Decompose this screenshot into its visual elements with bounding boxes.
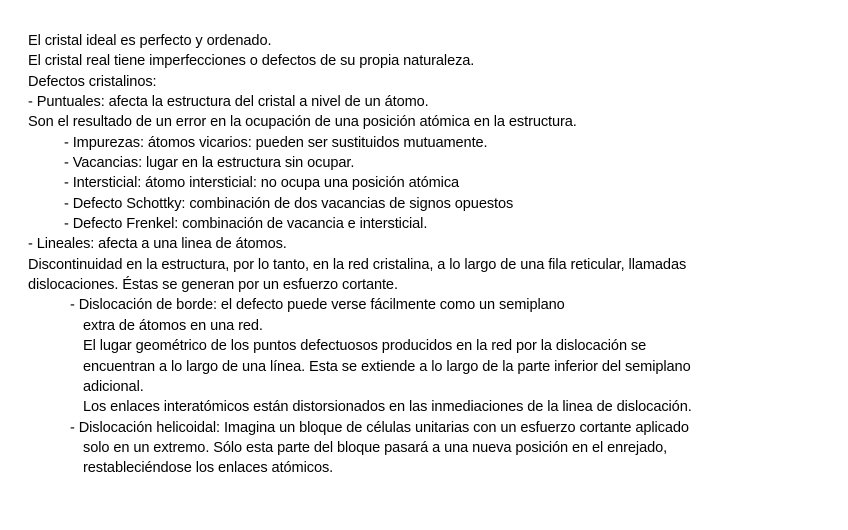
list-item-continuation: El lugar geométrico de los puntos defectuosos producidos en la red por la dislocación se bbox=[83, 338, 647, 355]
list-item: - Impurezas: átomos vicarios: pueden ser sustituidos mutuamente. bbox=[64, 134, 488, 151]
list-item-continuation: solo en un extremo. Sólo esta parte del bloque pasará a una nueva posición en el enrejado, bbox=[83, 439, 668, 456]
list-item: - Defecto Frenkel: combinación de vacancia e intersticial. bbox=[64, 216, 428, 233]
list-item: - Dislocación de borde: el defecto puede verse fácilmente como un semiplano bbox=[70, 297, 565, 314]
text-line: Son el resultado de un error en la ocupación de una posición atómica en la estructura. bbox=[28, 114, 577, 131]
text-line: Discontinuidad en la estructura, por lo tanto, en la red cristalina, a lo largo de una fila reticular, llamadas bbox=[28, 256, 687, 273]
list-item-continuation: extra de átomos en una red. bbox=[83, 317, 263, 334]
text-line: El cristal real tiene imperfecciones o defectos de su propia naturaleza. bbox=[28, 53, 475, 70]
list-item-continuation: encuentran a lo largo de una línea. Esta se extiende a lo largo de la parte inferior del semiplano bbox=[83, 358, 691, 375]
text-line: - Lineales: afecta a una linea de átomos. bbox=[28, 236, 287, 253]
list-item-continuation: restableciéndose los enlaces atómicos. bbox=[83, 460, 334, 477]
text-line: - Puntuales: afecta la estructura del cristal a nivel de un átomo. bbox=[28, 94, 429, 111]
list-item-continuation: Los enlaces interatómicos están distorsionados en las inmediaciones de la linea de dislocación. bbox=[83, 399, 692, 416]
text-line: Defectos cristalinos: bbox=[28, 73, 157, 90]
list-item: - Vacancias: lugar en la estructura sin ocupar. bbox=[64, 155, 355, 172]
list-item: - Intersticial: átomo intersticial: no ocupa una posición atómica bbox=[64, 175, 460, 192]
text-line: El cristal ideal es perfecto y ordenado. bbox=[28, 33, 272, 49]
text-line: dislocaciones. Éstas se generan por un esfuerzo cortante. bbox=[28, 277, 398, 294]
list-item: - Dislocación helicoidal: Imagina un bloque de células unitarias con un esfuerzo cortante aplicado bbox=[70, 419, 689, 436]
list-item-continuation: adicional. bbox=[83, 378, 144, 395]
document-body bbox=[28, 31, 838, 479]
list-item: - Defecto Schottky: combinación de dos vacancias de signos opuestos bbox=[64, 195, 514, 212]
